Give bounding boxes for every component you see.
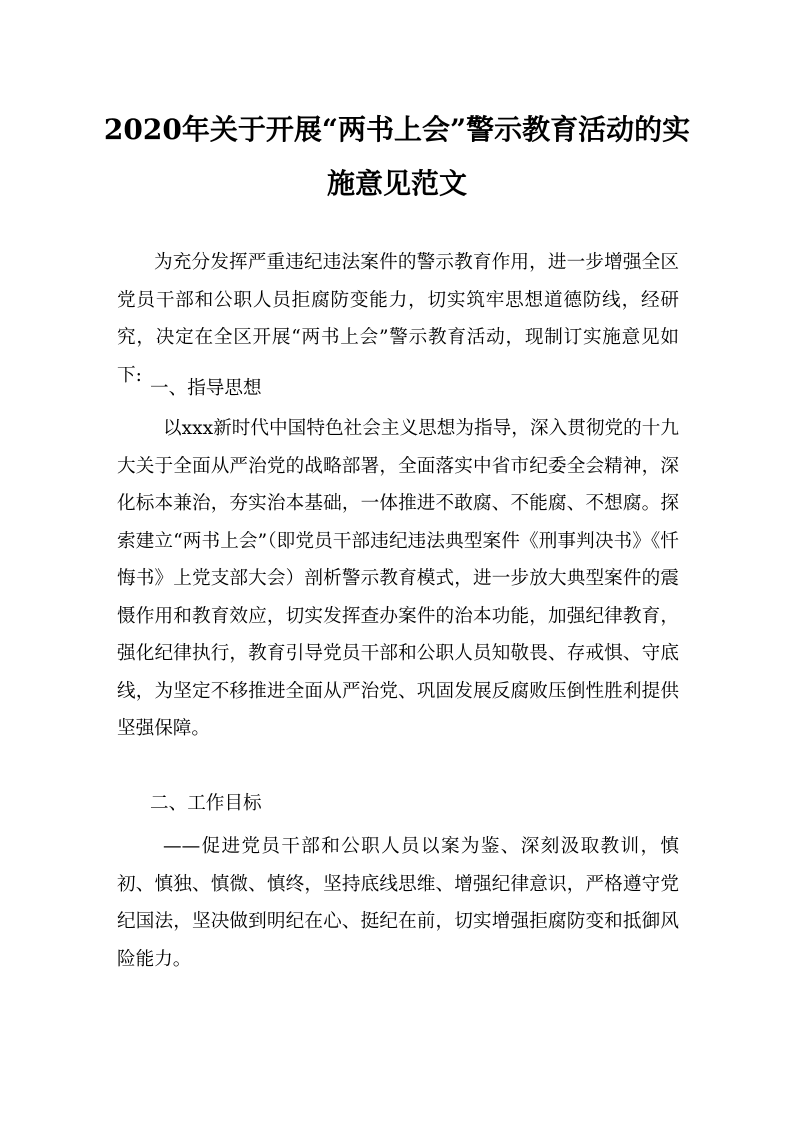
- section1-paragraph: 以xxx新时代中国特色社会主义思想为指导，深入贯彻党的十九大关于全面从严治党的战略部署，全面落实中省市纪委全会精神，深化标本兼治，夯实治本基础，一体推进不敢腐、不能腐、不想腐。探索建立“两书上会”（即党员干部违纪违法典型案件《刑事判决书》《忏悔书》上党支部大会）剖析警示教育模式，进一步放大典型案件的震慑作用和教育效应，切实发挥查办案件的治本功能，加强纪律教育，强化纪律执行，教育引导党员干部和公职人员知敬畏、存戒惧、守底线，为坚定不移推进全面从严治党、巩固发展反腐败压倒性胜利提供坚强保障。: [117, 418, 679, 739]
- intro-paragraph: 为充分发挥严重违纪违法案件的警示教育作用，进一步增强全区党员干部和公职人员拒腐防变能力，切实筑牢思想道德防线，经研究，决定在全区开展“两书上会”警示教育活动，现制订实施意见如下:: [117, 252, 679, 386]
- section2-heading: 二、工作目标: [150, 793, 262, 814]
- section1-heading: 一、指导思想: [150, 378, 262, 399]
- document-title-line1: 2020年关于开展“两书上会”警示教育活动的实: [103, 113, 691, 146]
- section2-paragraph: ——促进党员干部和公职人员以案为鉴、深刻汲取教训，慎初、慎独、慎微、慎终，坚持底线思维、增强纪律意识，严格遵守党纪国法，坚决做到明纪在心、挺纪在前，切实增强拒腐防变和抵御风险能力。: [117, 836, 679, 970]
- document-title-line2: 施意见范文: [326, 167, 467, 200]
